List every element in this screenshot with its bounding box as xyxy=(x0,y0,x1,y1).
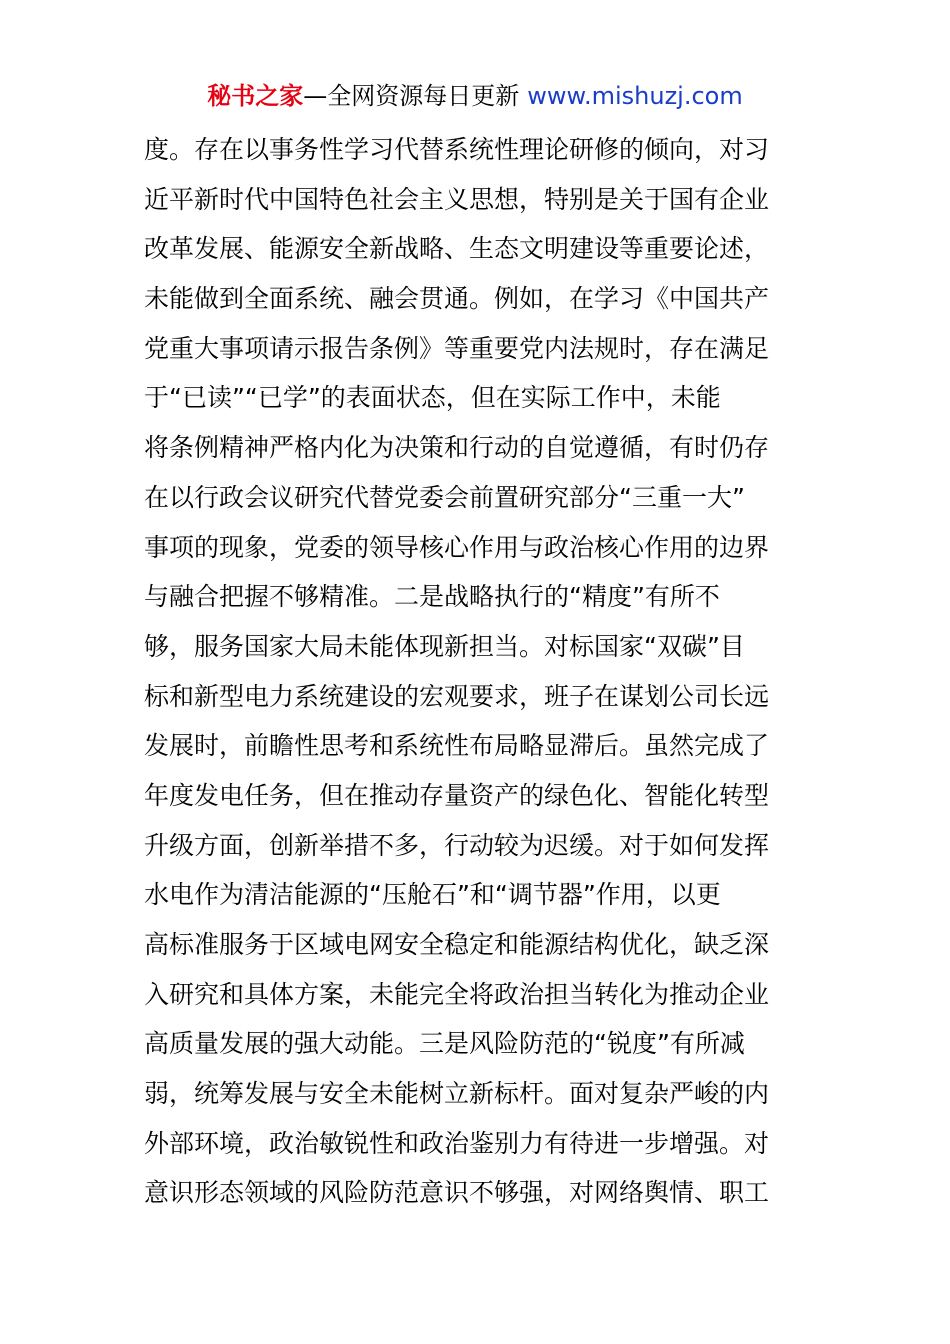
text-line: 与融合把握不够精准。二是战略执行的“精度”有所不 xyxy=(144,582,720,612)
text-line: 度。存在以事务性学习代替系统性理论研修的倾向，对习 xyxy=(144,135,770,164)
text-line: 发展时，前瞻性思考和系统性布局略显滞后。虽然完成了 xyxy=(144,731,770,761)
text-line: 改革发展、能源安全新战略、生态文明建设等重要论述， xyxy=(144,234,770,264)
text-line: 在以行政会议研究代替党委会前置研究部分“三重一大” xyxy=(144,482,745,512)
header-tagline: —全网资源每日更新 xyxy=(303,82,520,110)
text-line: 升级方面，创新举措不多，行动较为迟缓。对于如何发挥 xyxy=(144,830,770,860)
site-header xyxy=(0,80,950,112)
text-line: 党重大事项请示报告条例》等重要党内法规时，存在满足 xyxy=(144,333,770,363)
text-line: 事项的现象，党委的领导核心作用与政治核心作用的边界 xyxy=(144,532,770,562)
text-line: 年度发电任务，但在推动存量资产的绿色化、智能化转型 xyxy=(144,780,770,810)
site-url-link[interactable]: www.mishuzj.com xyxy=(527,82,743,110)
text-line: 近平新时代中国特色社会主义思想，特别是关于国有企业 xyxy=(144,184,770,214)
text-line: 高标准服务于区域电网安全稳定和能源结构优化，缺乏深 xyxy=(144,930,770,959)
text-line: 外部环境，政治敏锐性和政治鉴别力有待进一步增强。对 xyxy=(144,1128,770,1158)
text-line: 意识形态领域的风险防范意识不够强，对网络舆情、职工 xyxy=(144,1178,770,1208)
text-line: 入研究和具体方案，未能完全将政治担当转化为推动企业 xyxy=(144,979,770,1009)
text-line: 水电作为清洁能源的“压舱石”和“调节器”作用，以更 xyxy=(144,880,721,910)
brand-name: 秘书之家 xyxy=(207,82,304,110)
text-line: 标和新型电力系统建设的宏观要求，班子在谋划公司长远 xyxy=(144,681,770,711)
text-line: 高质量发展的强大动能。三是风险防范的“锐度”有所减 xyxy=(144,1029,745,1059)
document-body xyxy=(144,125,814,1218)
text-line: 将条例精神严格内化为决策和行动的自觉遵循，有时仍存 xyxy=(144,433,770,463)
text-line: 于“已读”“已学”的表面状态，但在实际工作中，未能 xyxy=(144,383,721,413)
text-line: 未能做到全面系统、融会贯通。例如，在学习《中国共产 xyxy=(144,284,770,314)
text-line: 够，服务国家大局未能体现新担当。对标国家“双碳”目 xyxy=(144,631,745,661)
text-line: 弱，统筹发展与安全未能树立新标杆。面对复杂严峻的内 xyxy=(144,1079,770,1109)
